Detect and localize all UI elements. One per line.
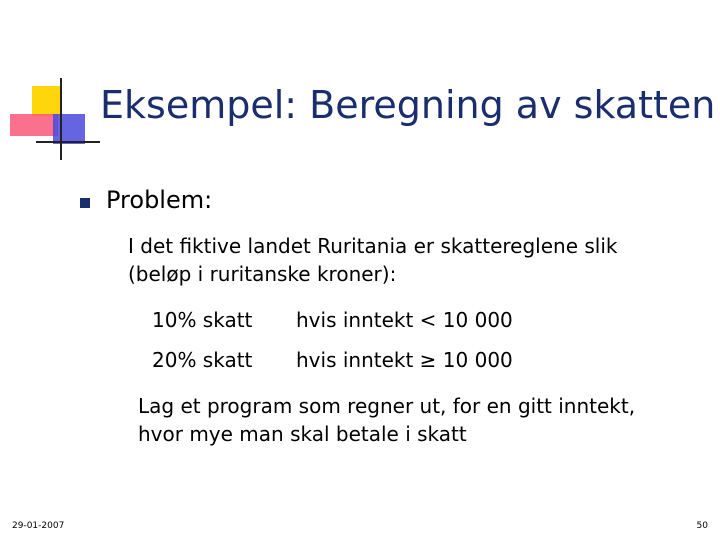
intro-paragraph — [128, 232, 618, 288]
bullet-problem: Problem: — [106, 186, 213, 214]
logo-blue-block — [53, 114, 85, 144]
logo-yellow-square — [32, 86, 62, 116]
intro-line-1: I det fiktive landet Ruritania er skattereglene slik — [128, 234, 618, 258]
bullet-square-icon — [80, 198, 90, 208]
rule-2-condition: hvis inntekt ≥ 10 000 — [296, 348, 513, 372]
rule-1-rate: 10% skatt — [152, 308, 253, 332]
footer-date: 29-01-2007 — [12, 521, 65, 531]
rule-1-condition: hvis inntekt < 10 000 — [296, 308, 513, 332]
task-line-1: Lag et program som regner ut, for en gitt inntekt, — [138, 394, 636, 418]
slide-title: Eksempel: Beregning av skatten — [100, 83, 716, 127]
slide-logo-decoration — [0, 0, 110, 170]
logo-vertical-line — [60, 78, 62, 160]
logo-horizontal-line — [36, 141, 100, 143]
intro-line-2: (beløp i ruritanske kroner): — [128, 262, 397, 286]
logo-red-block — [10, 114, 58, 136]
task-paragraph — [138, 392, 635, 448]
footer-page-number: 50 — [696, 521, 708, 531]
task-line-2: hvor mye man skal betale i skatt — [138, 422, 467, 446]
rule-2-rate: 20% skatt — [152, 348, 253, 372]
